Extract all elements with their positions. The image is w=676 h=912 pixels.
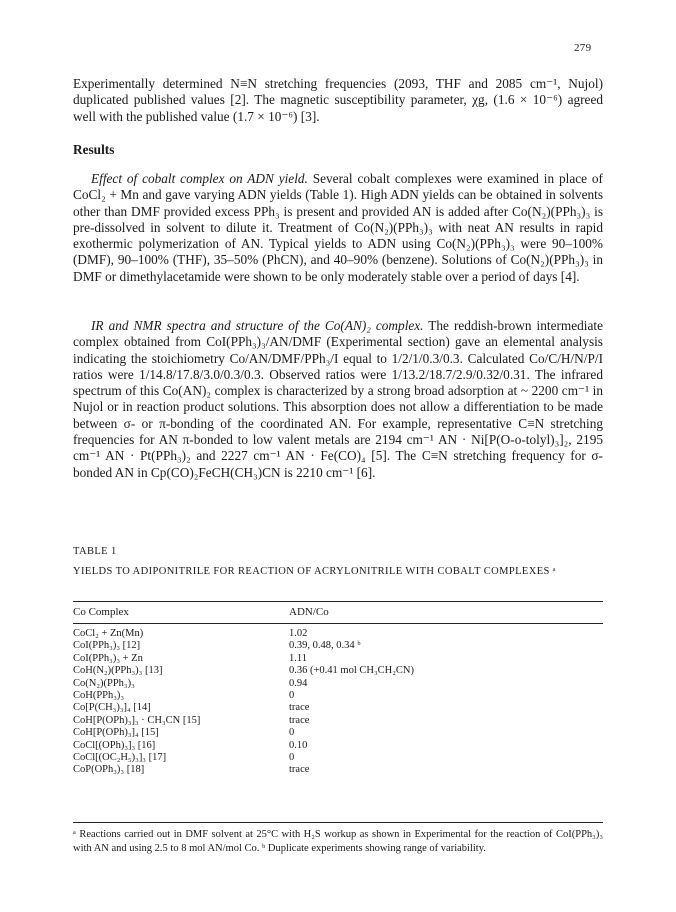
cell-complex: CoI(PPh₃)₃ [12] [73,640,141,652]
table-body [73,628,603,777]
table-row [73,740,603,752]
table-bottom-rule [73,822,603,823]
table-header-rule [73,623,603,624]
column-header-complex: Co Complex [73,606,129,618]
table-top-rule [73,601,603,602]
cell-yield: 0.39, 0.48, 0.34 ᵇ [289,640,361,652]
table-row [73,727,603,739]
cell-complex: CoH(PPh₃)₃ [73,689,125,701]
table-row [73,764,603,776]
cell-complex: Co[P(CH₃)₃]₄ [14] [73,702,151,714]
cell-yield: 0 [289,689,295,701]
cell-complex: CoCl[(OC₂H₅)₃]₃ [17] [73,751,167,763]
table-row [73,628,603,640]
paragraph-run-in-heading: Effect of cobalt complex on ADN yield. [91,171,308,186]
results-heading: Results [73,142,115,157]
cell-yield: 0.36 (+0.41 mol CH₃CH₂CN) [289,665,414,677]
intro-paragraph: Experimentally determined N≡N stretching frequencies (2093, THF and 2085 cm⁻¹, Nujol) duplicated published values [2]. The magnetic susceptibility parameter, χg, (1.6 × 10⁻⁶) agreed well with the published value (1.7 × 10⁻⁶) [3]. [73,76,603,124]
table-row [73,665,603,677]
cell-yield: trace [289,764,310,776]
cell-complex: Co(N₂)(PPh₃)₃ [73,677,135,689]
table-caption: YIELDS TO ADIPONITRILE FOR REACTION OF ACRYLONITRILE WITH COBALT COMPLEXES ᵃ [73,566,557,577]
cell-complex: CoH[P(OPh)₃]₄ [15] [73,727,159,739]
cell-complex: CoCl[(OPh)₃]₃ [16] [73,739,156,751]
paragraph-body: The reddish-brown intermediate complex obtained from CoI(PPh₃)₃/AN/DMF (Experimental section) gave an elemental analysis indicating the stoichiometry Co/AN/DMF/PPh₃/I equal to 1/2/1/0.3/0.3. Calculated Co/C/H/N/P/I ratios were 1/14.8/17.8/3.0/0.3/0.3. Observed ratios were 1/13.2/18.7/2.9/0.32/0.31. The infrared spectrum of this Co(AN)₂ complex is characterized by a strong broad adsorption at ~ 2200 cm⁻¹ in Nujol or in reaction product solutions. This absorption does not allow a differentiation to be made between σ- or π-bonding of the coordinated AN. For example, representative C≡N stretching frequencies for AN π-bonded to low valent metals are 2194 cm⁻¹ AN · Ni[P(O-o-tolyl)₃]₂, 2195 cm⁻¹ AN · Pt(PPh₃)₂ and 2227 cm⁻¹ AN · Fe(CO)₄ [5]. The C≡N stretching frequency for σ-bonded AN in Cp(CO)₂FeCH(CH₃)CN is 2210 cm⁻¹ [6]. [73,318,603,480]
paragraph-ir-nmr-spectra [73,318,603,481]
cell-complex: CoH(N₂)(PPh₃)₃ [13] [73,665,163,677]
table-footnote: ᵃ Reactions carried out in DMF solvent at 25°C with H₂S workup as shown in Experimental for the reaction of CoI(PPh₃)₃ with AN and using 2.5 to 8 mol AN/mol Co. ᵇ Duplicate experiments showing range of variability. [73,829,603,854]
cell-complex: CoP(OPh₃)₃ [18] [73,764,145,776]
table-row [73,640,603,652]
cell-yield: 1.02 [289,628,308,639]
paragraph-body: Several cobalt complexes were examined in place of CoCl₂ + Mn and gave varying ADN yields (Table 1). High ADN yields can be obtained in solvents other than DMF provided excess PPh₃ is present and provided AN is added after Co(N₂)(PPh₃)₃ is pre-dissolved in solvent to dilute it. Treatment of Co(N₂)(PPh₃)₃ with neat AN results in rapid exothermic polymerization of AN. Typical yields to ADN using Co(N₂)(PPh₃)₃ were 90–100% (DMF), 90–100% (THF), 35–50% (PhCN), and 40–90% (benzene). Solutions of Co(N₂)(PPh₃)₃ in DMF or dimethylacetamide were shown to be only moderately stable over a period of days [4]. [73,171,603,284]
cell-yield: 0.10 [289,739,308,751]
table-row [73,715,603,727]
table-row [73,752,603,764]
cell-yield: 0.94 [289,677,308,689]
table-row [73,690,603,702]
page-number: 279 [574,42,592,54]
table-row [73,702,603,714]
table-row [73,678,603,690]
table-label: TABLE 1 [73,546,117,557]
paragraph-cobalt-complex-effect [73,171,603,285]
paragraph-run-in-heading: IR and NMR spectra and structure of the Co(AN)₂ complex. [91,318,424,333]
cell-complex: CoH[P(OPh)₃]₃ · CH₃CN [15] [73,714,201,726]
column-header-yield: ADN/Co [289,606,329,618]
cell-yield: 1.11 [289,652,307,664]
cell-yield: 0 [289,727,295,739]
cell-yield: trace [289,714,310,726]
cell-complex: CoI(PPh₃)₃ + Zn [73,652,143,664]
cell-complex: CoCl₂ + Zn(Mn) [73,628,144,639]
cell-yield: trace [289,702,310,714]
table-row [73,653,603,665]
cell-yield: 0 [289,751,295,763]
